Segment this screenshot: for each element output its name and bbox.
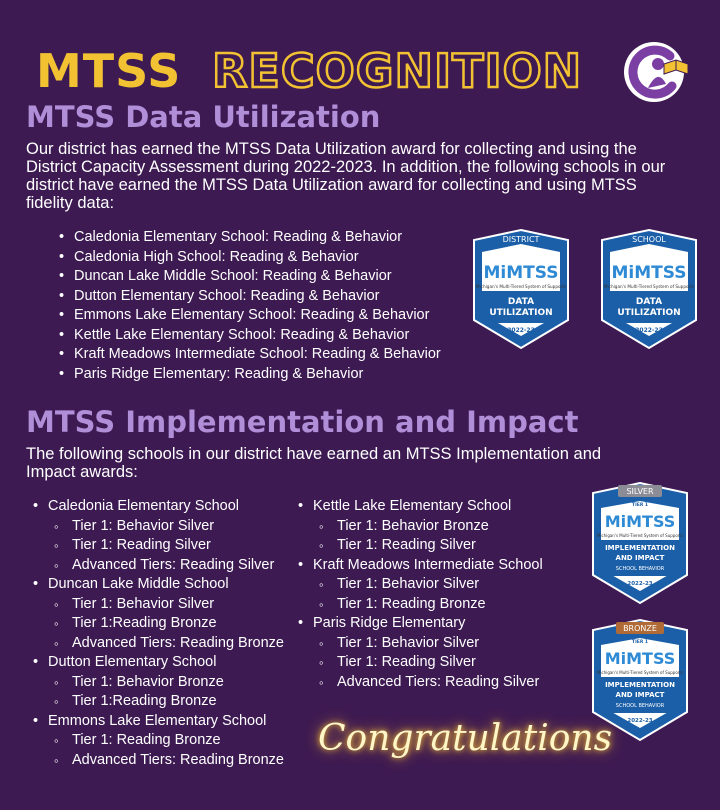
badge-tagline: Michigan's Multi-Tiered System of Supports <box>475 284 567 289</box>
list-item: ◦ Tier 1: Behavior Silver <box>32 595 284 615</box>
list-item: ◦ Tier 1: Reading Bronze <box>32 731 284 751</box>
list-item: • Duncan Lake Middle School: Reading & Behavior <box>58 267 441 287</box>
list-item: ◦ Tier 1: Reading Bronze <box>297 595 543 615</box>
data-utilization-paragraph: Our district has earned the MTSS Data Utilization award for collecting and using the District Capacity Assessment during 2022-2023. In addition, the following schools in our district have earned the MTSS Data Utilization award for collecting and using MTSS fidelity data: <box>26 140 666 212</box>
badge-year: 2022-23 <box>507 327 535 334</box>
data-utilization-heading: MTSS Data Utilization <box>26 100 381 134</box>
badge-tagline: Michigan's Multi-Tiered System of Supports <box>603 284 695 289</box>
list-item: ◦ Advanced Tiers: Reading Bronze <box>32 751 284 771</box>
badge-line1: DATA <box>507 297 535 307</box>
badge-line1: DATA <box>635 297 663 307</box>
list-item: • Paris Ridge Elementary: Reading & Behavior <box>58 365 441 385</box>
badge-brand: MiMTSS <box>604 512 676 531</box>
implementation-paragraph: The following schools in our district have earned an MTSS Implementation and Impact awards: <box>26 445 602 481</box>
badge-line2: AND IMPACT <box>615 691 665 699</box>
list-item: ◦ Advanced Tiers: Reading Silver <box>297 673 543 693</box>
list-item: • Caledonia Elementary School: Reading & Behavior <box>58 228 441 248</box>
list-item: ◦ Tier 1:Reading Bronze <box>32 614 284 634</box>
list-item: • Kraft Meadows Intermediate School: Reading & Behavior <box>58 345 441 365</box>
list-item: • Caledonia Elementary School <box>32 497 284 517</box>
badge-year: 2022-23 <box>635 327 663 334</box>
badge-line1: IMPLEMENTATION <box>605 544 675 552</box>
list-item: ◦ Tier 1: Reading Silver <box>297 653 543 673</box>
badge-year: 2022-23 <box>627 581 653 587</box>
implementation-column-a <box>32 497 284 770</box>
list-item: • Kraft Meadows Intermediate School <box>297 556 543 576</box>
list-item: ◦ Tier 1: Behavior Bronze <box>32 673 284 693</box>
implementation-column-b <box>297 497 543 692</box>
badge-year: 2022-23 <box>627 718 653 724</box>
list-item: • Emmons Lake Elementary School <box>32 712 284 732</box>
list-item: • Caledonia High School: Reading & Behavior <box>58 248 441 268</box>
list-item: ◦ Advanced Tiers: Reading Silver <box>32 556 284 576</box>
badge-brand: MiMTSS <box>611 263 687 283</box>
badge-line2: UTILIZATION <box>489 308 553 318</box>
badge-banner: DISTRICT <box>502 235 540 244</box>
list-item: ◦ Advanced Tiers: Reading Bronze <box>32 634 284 654</box>
district-data-utilization-badge <box>468 228 574 352</box>
badge-line1: IMPLEMENTATION <box>605 681 675 689</box>
list-item: ◦ Tier 1:Reading Bronze <box>32 692 284 712</box>
list-item: ◦ Tier 1: Reading Silver <box>32 536 284 556</box>
badge-banner: SILVER <box>626 487 654 496</box>
silver-implementation-badge <box>588 481 692 607</box>
badge-tagline: Michigan's Multi-Tiered System of Supports <box>596 670 684 675</box>
badge-banner: BRONZE <box>623 624 657 633</box>
mtss-logo-icon <box>620 38 692 104</box>
data-utilization-school-list <box>58 228 441 384</box>
badge-brand: MiMTSS <box>604 649 676 668</box>
school-data-utilization-badge <box>596 228 702 352</box>
list-item: ◦ Tier 1: Reading Silver <box>297 536 543 556</box>
list-item: ◦ Tier 1: Behavior Silver <box>297 634 543 654</box>
badge-tagline: Michigan's Multi-Tiered System of Supports <box>596 533 684 538</box>
list-item: ◦ Tier 1: Behavior Silver <box>297 575 543 595</box>
list-item: • Emmons Lake Elementary School: Reading & Behavior <box>58 306 441 326</box>
list-item: • Duncan Lake Middle School <box>32 575 284 595</box>
list-item: ◦ Tier 1: Behavior Silver <box>32 517 284 537</box>
congratulations-text: Congratulations <box>318 718 613 759</box>
title-mtss: MTSS <box>36 44 182 98</box>
list-item: • Kettle Lake Elementary School <box>297 497 543 517</box>
list-item: • Kettle Lake Elementary School: Reading & Behavior <box>58 326 441 346</box>
badge-brand: MiMTSS <box>483 263 559 283</box>
list-item: • Dutton Elementary School <box>32 653 284 673</box>
badge-banner: SCHOOL <box>632 235 666 244</box>
list-item: ◦ Tier 1: Behavior Bronze <box>297 517 543 537</box>
implementation-heading: MTSS Implementation and Impact <box>26 405 579 439</box>
title-recognition: RECOGNITION <box>212 44 583 98</box>
page-header <box>0 38 720 104</box>
badge-line2: UTILIZATION <box>617 308 681 318</box>
list-item: • Paris Ridge Elementary <box>297 614 543 634</box>
badge-tier: TIER 1 <box>632 503 648 508</box>
badge-tier: TIER 1 <box>632 640 648 645</box>
list-item: • Dutton Elementary School: Reading & Behavior <box>58 287 441 307</box>
badge-line3: SCHOOL BEHAVIOR <box>615 703 665 709</box>
badge-line3: SCHOOL BEHAVIOR <box>615 566 665 572</box>
badge-line2: AND IMPACT <box>615 554 665 562</box>
